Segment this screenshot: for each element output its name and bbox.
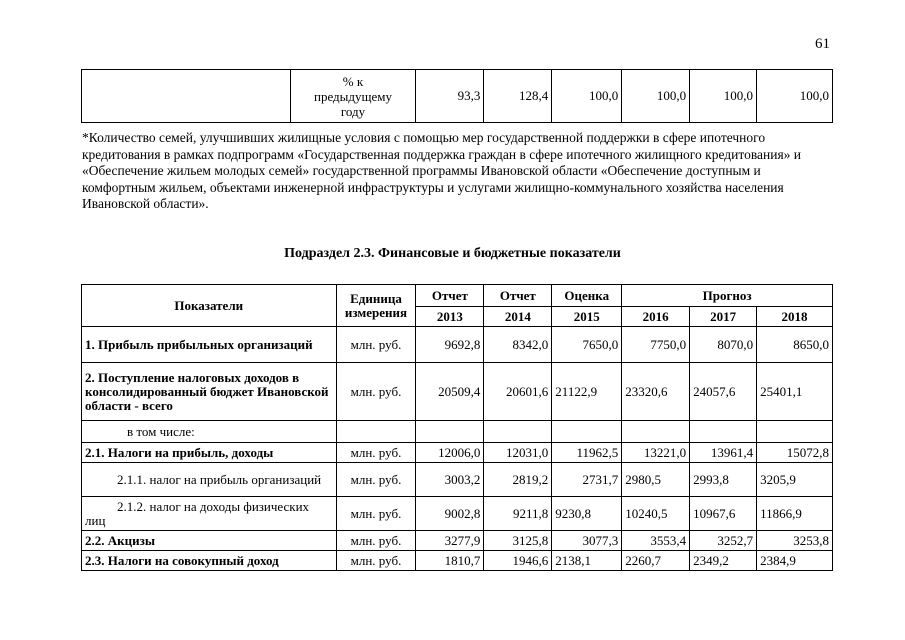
- row-label: 2.1. Налоги на прибыль, доходы: [82, 443, 337, 463]
- row-value: 8650,0: [757, 327, 833, 363]
- row-value: 2980,5: [622, 463, 690, 497]
- table-row: [82, 421, 833, 443]
- header-report: Отчет: [416, 285, 484, 307]
- row-value: 21122,9: [552, 363, 622, 421]
- row-unit: млн. руб.: [336, 531, 416, 551]
- row-value: 1810,7: [416, 551, 484, 571]
- table-row: [82, 443, 833, 463]
- header-report: Отчет: [484, 285, 552, 307]
- row-value: 2384,9: [757, 551, 833, 571]
- row-unit: [336, 421, 416, 443]
- row-label: 2. Поступление налоговых доходов в консолидированный бюджет Ивановской области - всего: [82, 363, 337, 421]
- table-row: [82, 531, 833, 551]
- row-unit: млн. руб.: [336, 463, 416, 497]
- row-value: 3253,8: [757, 531, 833, 551]
- header-year: 2017: [690, 307, 757, 327]
- row-label: 1. Прибыль прибыльных организаций: [82, 327, 337, 363]
- header-year: 2015: [552, 307, 622, 327]
- row-label: 2.3. Налоги на совокупный доход: [82, 551, 337, 571]
- row-value: 8070,0: [690, 327, 757, 363]
- row-value: 7750,0: [622, 327, 690, 363]
- continued-table: [81, 69, 833, 123]
- row-value: 24057,6: [690, 363, 757, 421]
- row-value: 3003,2: [416, 463, 484, 497]
- row-value: 20509,4: [416, 363, 484, 421]
- row-value: [757, 421, 833, 443]
- header-forecast: Прогноз: [622, 285, 833, 307]
- row-unit: млн. руб.: [336, 551, 416, 571]
- row-value: 9211,8: [484, 497, 552, 531]
- row-value: 2819,2: [484, 463, 552, 497]
- unit-line: году: [340, 103, 366, 119]
- table-row: [82, 70, 833, 123]
- row-value: 13961,4: [690, 443, 757, 463]
- page-number: 61: [815, 36, 830, 52]
- value-cell: 100,0: [690, 70, 757, 123]
- row-value: [690, 421, 757, 443]
- value-cell: 100,0: [757, 70, 833, 123]
- table-row: [82, 497, 833, 531]
- header-year: 2018: [757, 307, 833, 327]
- header-unit: Единица измерения: [336, 285, 416, 327]
- table-row: [82, 363, 833, 421]
- row-unit: млн. руб.: [336, 443, 416, 463]
- row-value: 11962,5: [552, 443, 622, 463]
- row-value: 15072,8: [757, 443, 833, 463]
- row-value: 2349,2: [690, 551, 757, 571]
- row-value: 9692,8: [416, 327, 484, 363]
- row-value: 8342,0: [484, 327, 552, 363]
- unit-cell: [290, 70, 416, 123]
- row-value: 3252,7: [690, 531, 757, 551]
- row-value: [552, 421, 622, 443]
- row-value: 2993,8: [690, 463, 757, 497]
- row-value: 2138,1: [552, 551, 622, 571]
- table-row: [82, 551, 833, 571]
- header-indicators: Показатели: [82, 285, 337, 327]
- row-value: 25401,1: [757, 363, 833, 421]
- row-value: [416, 421, 484, 443]
- header-estimate: Оценка: [552, 285, 622, 307]
- row-value: 1946,6: [484, 551, 552, 571]
- value-cell: 93,3: [416, 70, 484, 123]
- table-row: [82, 327, 833, 363]
- row-label: 2.1.2. налог на доходы физических лиц: [82, 497, 337, 531]
- row-value: 3205,9: [757, 463, 833, 497]
- row-value: 12031,0: [484, 443, 552, 463]
- value-cell: 100,0: [552, 70, 622, 123]
- row-value: 11866,9: [757, 497, 833, 531]
- row-unit: млн. руб.: [336, 363, 416, 421]
- row-value: 10240,5: [622, 497, 690, 531]
- row-value: 13221,0: [622, 443, 690, 463]
- row-value: 3077,3: [552, 531, 622, 551]
- row-value: 7650,0: [552, 327, 622, 363]
- row-label: в том числе:: [82, 421, 337, 443]
- row-value: 3125,8: [484, 531, 552, 551]
- row-unit: млн. руб.: [336, 497, 416, 531]
- row-label: 2.2. Акцизы: [82, 531, 337, 551]
- row-value: 9002,8: [416, 497, 484, 531]
- row-value: 9230,8: [552, 497, 622, 531]
- header-year: 2013: [416, 307, 484, 327]
- row-value: 3277,9: [416, 531, 484, 551]
- row-value: 12006,0: [416, 443, 484, 463]
- row-value: 10967,6: [690, 497, 757, 531]
- value-cell: 100,0: [622, 70, 690, 123]
- row-unit: млн. руб.: [336, 327, 416, 363]
- value-cell: 128,4: [484, 70, 552, 123]
- row-value: 3553,4: [622, 531, 690, 551]
- financial-indicators-table: [81, 284, 833, 571]
- row-value: 2731,7: [552, 463, 622, 497]
- unit-line: % к: [342, 73, 364, 89]
- row-value: [484, 421, 552, 443]
- header-year: 2016: [622, 307, 690, 327]
- header-year: 2014: [484, 307, 552, 327]
- unit-line: предыдущему: [313, 88, 393, 104]
- table-row: [82, 463, 833, 497]
- footnote: *Количество семей, улучшивших жилищные условия с помощью мер государственной поддержки в сфере ипотечного кредитования в рамках подпрограмм «Государственная поддержка граждан в сфере ипотечного жилищного кредитования» и «Обеспечение жильем молодых семей» государственной программы Ивановской области «Обеспечение доступным и комфортным жильем, объектами инженерной инфраструктуры и услугами жилищно-коммунального хозяйства населения Ивановской области».: [82, 130, 802, 212]
- row-value: 20601,6: [484, 363, 552, 421]
- empty-cell: [82, 70, 291, 123]
- row-value: [622, 421, 690, 443]
- row-value: 2260,7: [622, 551, 690, 571]
- row-label: 2.1.1. налог на прибыль организаций: [82, 463, 337, 497]
- header-row: [82, 285, 833, 307]
- row-value: 23320,6: [622, 363, 690, 421]
- section-title: Подраздел 2.3. Финансовые и бюджетные показатели: [284, 246, 621, 261]
